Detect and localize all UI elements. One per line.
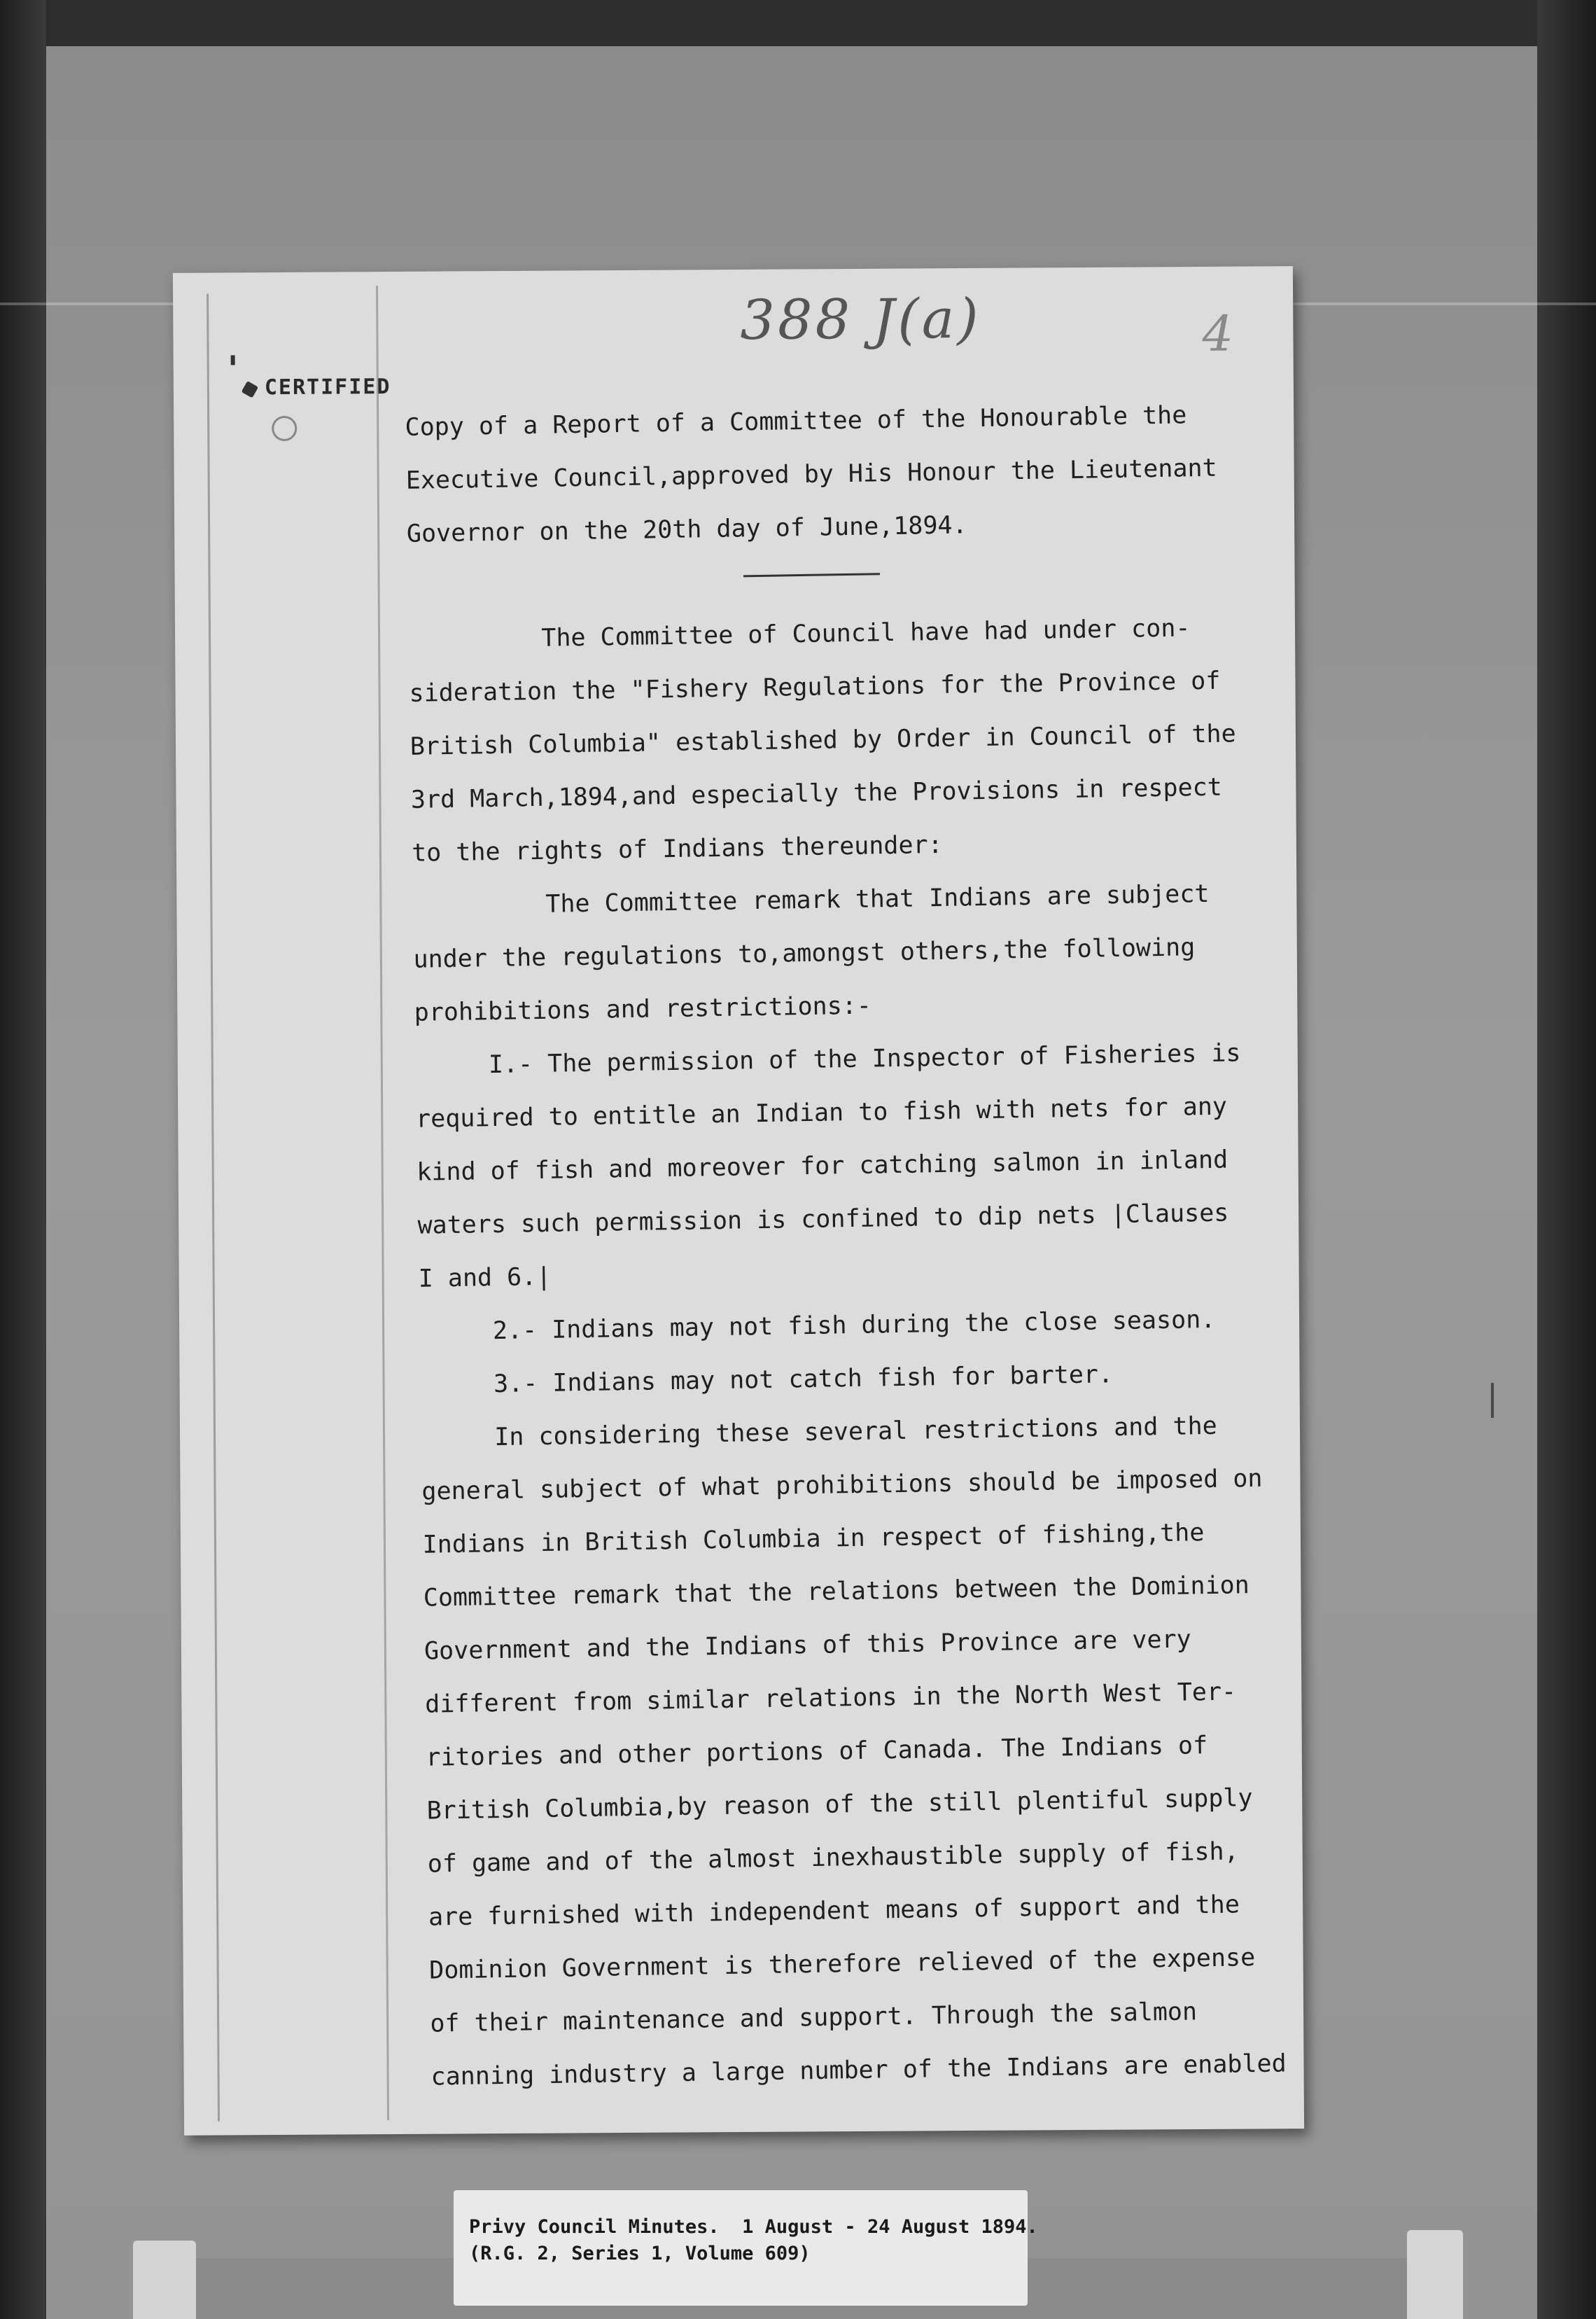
body-line: of game and of the almost inexhaustible supply of fish, xyxy=(427,1837,1239,1879)
body-line: British Columbia,by reason of the still plentiful supply xyxy=(426,1784,1253,1825)
ink-mark xyxy=(231,355,235,365)
body-line: sideration the "Fishery Regulations for the Province of xyxy=(409,667,1221,708)
margin-rule-left xyxy=(206,294,220,2122)
archive-label xyxy=(454,2190,1038,2306)
body-line: canning industry a large number of the Indians are enabled xyxy=(430,2049,1287,2091)
document-text xyxy=(405,388,1292,2104)
body-line: I and 6.| xyxy=(418,1262,552,1293)
archive-label-line2: (R.G. 2, Series 1, Volume 609) xyxy=(469,2243,811,2264)
body-line: different from similar relations in the North West Ter- xyxy=(424,1678,1237,1719)
body-line: ritories and other portions of Canada. The Indians of xyxy=(426,1732,1208,1772)
body-line: are furnished with independent means of support and the xyxy=(428,1890,1240,1932)
heading-line: Executive Council,approved by His Honour the Lieutenant xyxy=(405,454,1217,495)
film-tab-left xyxy=(133,2241,196,2319)
film-edge-right xyxy=(1537,0,1596,2319)
punch-hole xyxy=(272,416,297,441)
body-line: Dominion Government is therefore relieved of the expense xyxy=(428,1944,1256,1985)
body-line: The Committee remark that Indians are subject xyxy=(545,879,1210,919)
body-line: Committee remark that the relations between the Dominion xyxy=(423,1571,1250,1613)
body-line: The Committee of Council have had under con- xyxy=(541,614,1191,653)
body-line: general subject of what prohibitions should be imposed on xyxy=(421,1464,1263,1506)
body-line: prohibitions and restrictions:- xyxy=(414,991,872,1027)
body-line: Government and the Indians of this Province are very xyxy=(424,1625,1191,1666)
ink-mark xyxy=(241,381,259,398)
archive-annotation: 388 J(a) xyxy=(740,287,981,352)
film-tab-right xyxy=(1407,2230,1463,2319)
body-line: 3rd March,1894,and especially the Provisions in respect xyxy=(410,773,1223,814)
film-mark xyxy=(1491,1383,1494,1418)
body-line: kind of fish and moreover for catching salmon in inland xyxy=(416,1145,1228,1187)
heading-line: Copy of a Report of a Committee of the Honourable the xyxy=(405,401,1187,442)
certified-stamp: CERTIFIED xyxy=(264,375,391,401)
body-line: of their maintenance and support. Through the salmon xyxy=(430,1998,1198,2038)
archive-label-text xyxy=(469,2214,1038,2267)
page-number: 4 xyxy=(1202,305,1234,363)
body-line: under the regulations to,amongst others,the following xyxy=(413,933,1196,974)
section-divider xyxy=(743,573,880,577)
heading-line: Governor on the 20th day of June,1894. xyxy=(406,511,967,548)
body-line: to the rights of Indians thereunder: xyxy=(411,830,943,868)
body-line: British Columbia" established by Order in Council of the xyxy=(410,720,1236,761)
body-line: Indians in British Columbia in respect of fishing,the xyxy=(422,1519,1205,1559)
body-line: In considering these several restrictions and the xyxy=(493,1412,1217,1452)
body-line: waters such permission is confined to dip nets |Clauses xyxy=(417,1199,1229,1240)
body-line: 2.- Indians may not fish during the close season. xyxy=(492,1305,1216,1346)
body-line: 3.- Indians may not catch fish for barter. xyxy=(493,1360,1114,1399)
body-line: I.- The permission of the Inspector of Fisheries is xyxy=(488,1039,1241,1080)
document-page xyxy=(173,266,1304,2136)
body-line: required to entitle an Indian to fish with nets for any xyxy=(415,1092,1228,1134)
archive-label-line1: Privy Council Minutes. 1 August - 24 August 1894. xyxy=(469,2216,1038,2238)
film-edge-left xyxy=(0,0,46,2319)
margin-rule-right xyxy=(376,286,389,2120)
